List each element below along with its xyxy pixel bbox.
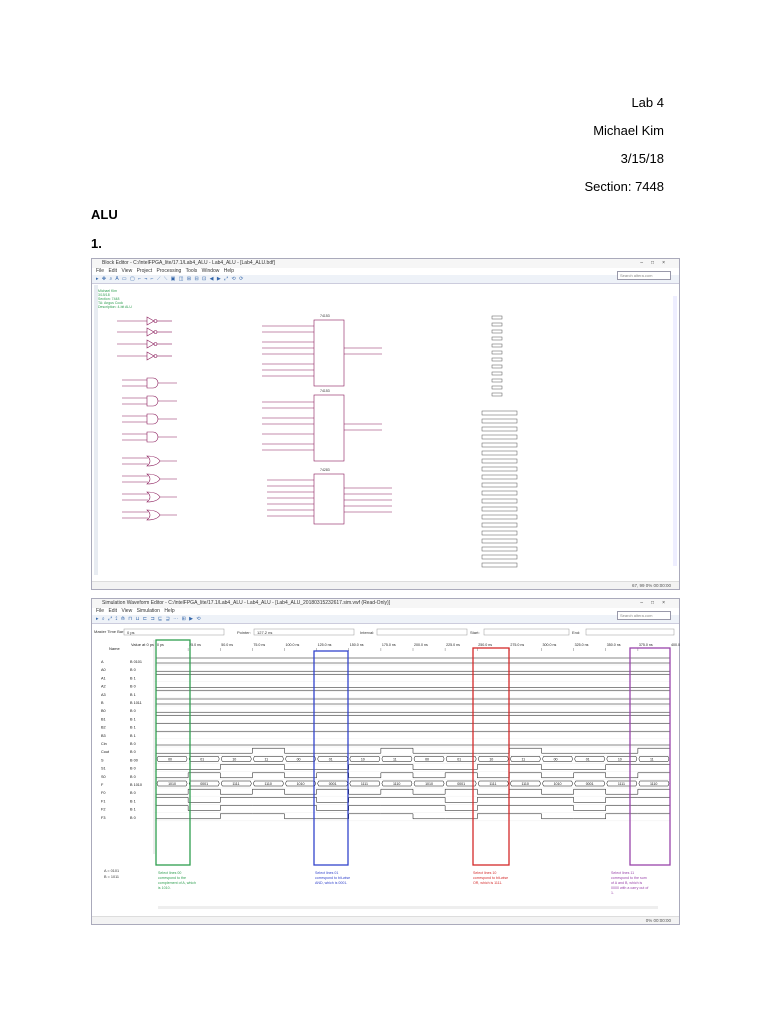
- time-mark: 75.0 ns: [253, 643, 266, 647]
- vertical-scrollbar[interactable]: [673, 296, 677, 566]
- bus-value: 10: [360, 757, 365, 762]
- signal-name: A2: [101, 684, 106, 689]
- annotation-line: OR, which is 1111.: [473, 881, 503, 885]
- time-mark: 250.0 ns: [478, 643, 493, 647]
- signal-value: B 0: [130, 774, 136, 779]
- bus-segment: [221, 756, 251, 761]
- annotation-line: correspond to bit-wise: [315, 876, 351, 880]
- signal-value: B 0: [130, 791, 136, 796]
- highlight-box-select-00: [156, 640, 190, 865]
- block-editor-titlebar: [92, 259, 679, 268]
- bus-value: 1111: [360, 782, 369, 786]
- signal-value: B 0: [130, 815, 136, 820]
- bus-segment: [156, 658, 670, 663]
- bus-value: 1010: [553, 782, 562, 786]
- bus-value: 11: [649, 757, 654, 762]
- bus-value: 00: [296, 757, 301, 762]
- time-mark: 200.0 ns: [414, 643, 428, 647]
- annotation-line: correspond to the sum: [611, 876, 647, 880]
- signal-value: B 0: [130, 766, 136, 771]
- bus-segment: [318, 756, 348, 761]
- bus-value: 1110: [649, 782, 658, 786]
- annotation-line: AND, which is 0001.: [315, 881, 348, 885]
- time-axis: [156, 643, 680, 651]
- signal-name: S0: [101, 774, 106, 779]
- time-mark: 100.0 ns: [285, 643, 300, 647]
- signal-name: F1: [101, 799, 106, 804]
- pin-column-inputs: [492, 316, 502, 396]
- input-a-note: A = 0101: [104, 869, 120, 873]
- signal-value: B 1: [130, 725, 136, 730]
- bus-value: 00: [168, 757, 173, 762]
- mux-label: 74153: [320, 389, 330, 393]
- lab-number: Lab 4: [631, 95, 664, 110]
- waveform-toolbar[interactable]: ▸ ⌕ ⤢ ⟟ ⟰ ⊓ ⊔ ⊏ ⊐ ⊑ ⊒ ⋯ ⊞ ▶ ⟲: [92, 615, 679, 624]
- signal-value: B 0: [130, 709, 136, 714]
- bus-value: 11: [521, 757, 526, 762]
- pointer-label: Pointer:: [237, 630, 251, 635]
- signal-name: A1: [101, 676, 106, 681]
- time-mark: 175.0 ns: [381, 643, 396, 647]
- signal-name: A0: [101, 668, 106, 673]
- bus-value: 01: [457, 757, 462, 762]
- schematic-canvas[interactable]: [92, 284, 679, 584]
- time-mark: 300.0 ns: [542, 643, 557, 647]
- annotation-line: of A and B, which is: [611, 881, 643, 885]
- mux-label: 74153: [320, 314, 330, 318]
- item-number: 1.: [91, 236, 102, 251]
- bus-segment: [189, 756, 219, 761]
- signal-value: B 0: [130, 742, 136, 746]
- annotation-line: Select lines 10: [473, 871, 497, 875]
- mux-blocks: [262, 320, 392, 524]
- note-line: Description: 4-bit ALU: [98, 305, 132, 309]
- time-mark: 400.0: [671, 643, 680, 647]
- bus-value: 0001: [457, 782, 466, 786]
- bus-value: 10: [617, 757, 622, 762]
- signal-wave: [156, 773, 670, 778]
- annotation-line: complement of A, which: [158, 881, 196, 885]
- bus-value: 00: [425, 757, 430, 762]
- bus-segment: [575, 756, 605, 761]
- waveform-title: Simulation Waveform Editor - C:/intelFPGA_lite/17.1/Lab4_ALU - Lab4_ALU - [Lab4_ALU_20180315232617.sim.vwf (Read-Only)]: [102, 600, 391, 606]
- signal-name: S1: [101, 766, 106, 771]
- note-line: 3/15/18: [98, 293, 110, 297]
- bus-value: 10: [232, 757, 237, 762]
- bus-value: 1111: [617, 782, 626, 786]
- time-mark: 225.0 ns: [446, 643, 460, 647]
- block-editor-menu[interactable]: File Edit View Project Processing Tools Window Help: [96, 268, 235, 274]
- section-title: ALU: [91, 207, 118, 222]
- bus-value: 11: [392, 757, 397, 762]
- signal-wave: [156, 806, 670, 811]
- name-column-header: Name: [109, 646, 120, 651]
- signal-name: B2: [101, 725, 106, 730]
- pointer-value: 127.2 ns: [257, 630, 273, 635]
- signal-name: B: [101, 701, 104, 705]
- signal-wave: [156, 814, 670, 819]
- section-number: Section: 7448: [584, 179, 664, 194]
- signal-name: A: [101, 660, 104, 664]
- window-controls[interactable]: –□×: [640, 600, 673, 606]
- bus-segment: [286, 756, 316, 761]
- annotation-line: Select lines 00: [158, 871, 182, 875]
- signal-value: B 1: [130, 799, 136, 804]
- signal-value: B 0: [130, 750, 136, 755]
- time-mark: 25.0 ns: [189, 643, 201, 647]
- interval-label: Interval:: [360, 630, 375, 635]
- signal-name: Cin: [101, 742, 107, 746]
- bus-segment: [639, 756, 669, 761]
- note-line: TA: Angus Cook: [98, 301, 124, 305]
- waveform-window: [91, 598, 680, 925]
- waveform-search[interactable]: Search altera.com: [617, 611, 671, 620]
- annotation-line: 1.: [611, 891, 614, 895]
- master-time-value: 0 ps: [127, 630, 135, 635]
- bus-segment: [414, 756, 444, 761]
- signal-wave: [156, 789, 670, 794]
- signal-name: B0: [101, 709, 106, 714]
- bus-value: 1110: [264, 782, 272, 786]
- bus-value: 01: [200, 757, 205, 762]
- bus-value: 00: [553, 757, 558, 762]
- time-mark: 150.0 ns: [349, 643, 364, 647]
- waveform-menu[interactable]: File Edit View Simulation Help: [96, 608, 175, 614]
- signal-value: B 00: [130, 758, 138, 763]
- adder-label: 74283: [320, 468, 330, 472]
- bus-value: 1110: [521, 782, 529, 786]
- bus-segment: [350, 756, 380, 761]
- signal-name: F0: [101, 791, 106, 796]
- signal-wave: [156, 765, 670, 770]
- annotation-line: Select lines 01: [315, 871, 339, 875]
- start-label: Start:: [470, 630, 480, 635]
- annotation-line: Select lines 11: [611, 871, 635, 875]
- note-line: Michael Kim: [98, 289, 118, 293]
- signal-value: B 0: [130, 684, 136, 689]
- bus-segment: [607, 756, 637, 761]
- bus-value: 1111: [489, 782, 497, 786]
- bus-segment: [156, 699, 670, 704]
- waveforms: [154, 658, 670, 821]
- time-mark: 125.0 ns: [317, 643, 332, 647]
- bus-value: 1010: [296, 782, 305, 786]
- author-name: Michael Kim: [593, 123, 664, 138]
- signal-name: F: [101, 783, 104, 787]
- signal-value: B 1: [130, 676, 136, 681]
- bus-value: 1110: [392, 782, 401, 786]
- signal-name: F3: [101, 815, 106, 820]
- annotations: [158, 871, 648, 895]
- bus-value: 0001: [200, 782, 209, 786]
- signal-value: B 1: [130, 717, 136, 722]
- block-editor-search[interactable]: Search altera.com: [617, 271, 671, 280]
- time-mark: 0 ps: [157, 643, 164, 647]
- signal-name: F2: [101, 807, 106, 812]
- time-mark: 50.0 ns: [221, 643, 234, 647]
- horizontal-scrollbar[interactable]: [158, 906, 658, 909]
- block-editor-toolbar[interactable]: ▸ ✥ ⌕ A ▭ ▢ ⌐ ¬ ⌐ ⟋ ⟍ ▣ ◫ ⊞ ⊟ ⊡ ◀ ▶ ⤢ ⟲ ⟳: [92, 275, 679, 284]
- logic-gates: [117, 317, 177, 520]
- signal-value: B 1: [130, 807, 136, 812]
- report-date: 3/15/18: [620, 151, 664, 166]
- annotation-line: correspond to the: [158, 876, 186, 880]
- time-mark: 275.0 ns: [510, 643, 525, 647]
- bus-segment: [510, 756, 540, 761]
- note-line: Section: 7448: [98, 297, 120, 301]
- block-editor-title: Block Editor - C:/intelFPGA_lite/17.1/Lab4_ALU - Lab4_ALU - [Lab4_ALU.bdf]: [102, 260, 275, 266]
- bus-segment: [478, 756, 508, 761]
- signal-wave: [156, 748, 670, 753]
- bus-value: 1111: [232, 782, 240, 786]
- signal-value: B 1011: [130, 701, 142, 705]
- bus-value: 10: [489, 757, 494, 762]
- bus-value: 11: [264, 757, 269, 762]
- bus-value: 0001: [328, 782, 337, 786]
- bus-segment: [253, 756, 283, 761]
- signal-value: B 1: [130, 692, 136, 697]
- signal-name: B1: [101, 717, 106, 722]
- bus-value: 1010: [168, 782, 177, 786]
- bus-value: 01: [328, 757, 333, 762]
- window-controls[interactable]: –□×: [640, 260, 673, 266]
- waveform-canvas[interactable]: [92, 624, 679, 924]
- annotation-line: is 1010.: [158, 886, 171, 890]
- waveform-titlebar: [92, 599, 679, 608]
- bus-segment: [382, 756, 412, 761]
- bus-value: 0001: [585, 782, 594, 786]
- input-b-note: B = 1011: [104, 875, 120, 879]
- value-column-header: Value at 0 ps: [131, 642, 155, 647]
- bus-segment: [446, 756, 476, 761]
- time-mark: 325.0 ns: [574, 643, 589, 647]
- waveform-status: 0% 00:00:00: [92, 916, 679, 924]
- bus-value: 01: [585, 757, 590, 762]
- master-time-label: Master Time Bar:: [94, 629, 125, 634]
- signal-name: Cout: [101, 750, 110, 755]
- signal-value: B 0101: [130, 660, 143, 664]
- signal-name: A3: [101, 692, 106, 697]
- time-mark: 375.0 ns: [638, 643, 653, 647]
- block-editor-status: 67, 99 0% 00:00:00: [92, 581, 679, 589]
- end-label: End:: [572, 630, 581, 635]
- signal-value: B 1: [130, 733, 136, 738]
- signal-wave: [156, 797, 670, 802]
- signal-value: B 0: [130, 668, 136, 673]
- annotation-line: 0000 with a carry out of: [611, 886, 649, 890]
- signal-value: B 1010: [130, 783, 143, 787]
- signal-name: S: [101, 758, 104, 763]
- bus-segment: [543, 756, 573, 761]
- bus-segment: [157, 756, 187, 761]
- signal-name: B3: [101, 733, 106, 738]
- annotation-line: correspond to bit-wise: [473, 876, 509, 880]
- signal-list: [101, 660, 142, 820]
- pin-column-outputs: [482, 411, 517, 567]
- bus-value: 1010: [425, 782, 434, 786]
- block-editor-window: [91, 258, 680, 590]
- time-mark: 350.0 ns: [606, 643, 621, 647]
